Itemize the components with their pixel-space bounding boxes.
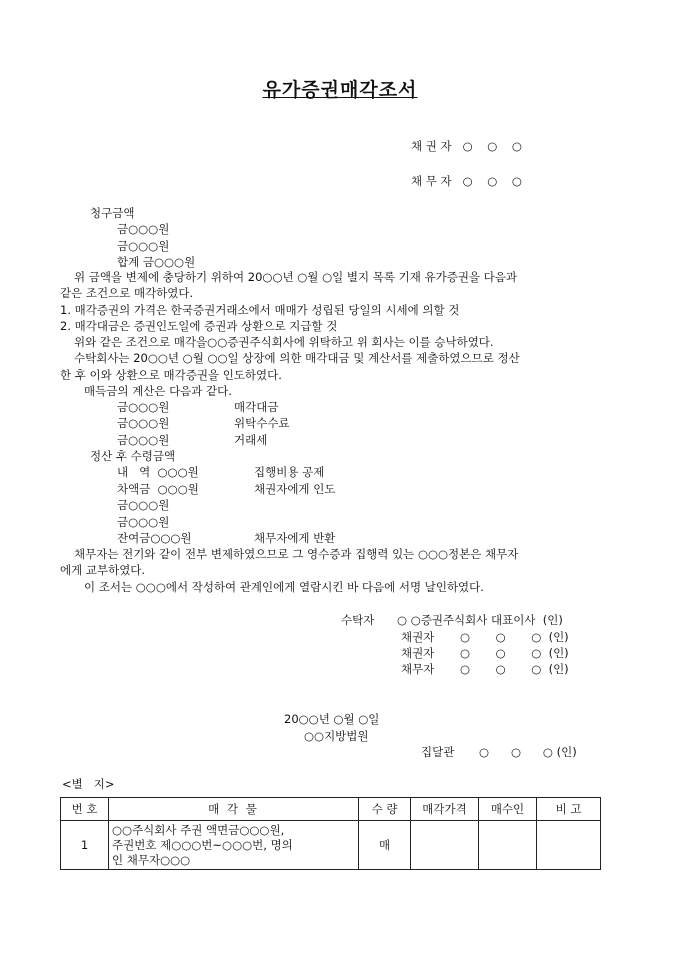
calc-amount-3: 금○○○원 [117, 433, 170, 447]
annex-table [60, 797, 601, 870]
trustee-label: 수탁자 [341, 613, 375, 627]
annex-label: <별 지> [62, 777, 115, 791]
header-buyer: 매수인 [479, 798, 537, 821]
header-note: 비 고 [537, 798, 601, 821]
signer-name-3: ○ ○ ○ (인) [460, 662, 569, 676]
claim-total: 합계 금○○○원 [117, 255, 196, 269]
row-qty: 매 [359, 821, 411, 870]
settle-heading: 정산 후 수령금액 [90, 449, 176, 463]
calc-label-1: 매각대금 [234, 400, 279, 414]
paragraph-1-line-1: 위 금액을 변제에 충당하기 위하여 20○○년 ○월 ○일 별지 목록 기재 유가증권을 다음과 [74, 270, 518, 284]
condition-1: 1. 매각증권의 가격은 한국증권거래소에서 매매가 성립된 당일의 시세에 의할 것 [60, 303, 460, 317]
row-item [109, 821, 359, 870]
calc-amount-1: 금○○○원 [117, 400, 170, 414]
header-price: 매각가격 [411, 798, 479, 821]
settle-label-2: 채권자에게 인도 [254, 482, 336, 496]
paragraph-1-line-2: 같은 조건으로 매각하였다. [60, 286, 194, 300]
claim-line-2: 금○○○원 [117, 239, 170, 253]
header-qty: 수 량 [359, 798, 411, 821]
row-item-line-2: 주권번호 제○○○번~○○○번, 명의 [112, 837, 293, 852]
settle-amount-5: 잔여금○○○원 [117, 531, 192, 545]
row-item-line-3: 인 채무자○○○ [112, 852, 191, 867]
calc-heading: 매득금의 계산은 다음과 같다. [84, 384, 232, 398]
document-title: 유가증권매각조서 [262, 79, 418, 101]
settle-label-5: 채무자에게 반환 [254, 531, 336, 545]
signer-label-2: 채권자 [401, 646, 435, 660]
calc-amount-2: 금○○○원 [117, 416, 170, 430]
paragraph-4-line-2: 에게 교부하였다. [60, 563, 146, 577]
calc-label-3: 거래세 [234, 433, 268, 447]
settle-amount-2: 차액금 ○○○원 [117, 482, 199, 496]
officer-signature: ○ ○ ○ (인) [479, 745, 577, 759]
settle-amount-1: 내 역 ○○○원 [117, 465, 199, 479]
signer-label-1: 채권자 [401, 630, 435, 644]
document-date: 20○○년 ○월 ○일 [284, 712, 380, 726]
condition-2: 2. 매각대금은 증권인도일에 증권과 상환으로 지급할 것 [60, 319, 338, 333]
row-price [411, 821, 479, 870]
row-note [537, 821, 601, 870]
settle-label-1: 집행비용 공제 [254, 465, 325, 479]
settle-amount-4: 금○○○원 [117, 515, 170, 529]
signer-name-1: ○ ○ ○ (인) [460, 630, 569, 644]
header-no: 번 호 [61, 798, 109, 821]
calc-label-2: 위탁수수료 [234, 416, 290, 430]
signer-label-3: 채무자 [401, 662, 435, 676]
row-item-line-1: ○○주식회사 주권 액면금○○○원, [112, 822, 285, 837]
court-name: ○○지방법원 [304, 729, 369, 743]
paragraph-5: 이 조서는 ○○○에서 작성하여 관계인에게 열람시킨 바 다음에 서명 날인하였다. [84, 580, 484, 594]
table-row [61, 821, 601, 870]
settle-amount-3: 금○○○원 [117, 498, 170, 512]
officer-label: 집달관 [421, 745, 455, 759]
claim-heading: 청구금액 [90, 206, 135, 220]
debtor-line: 채 무 자 ○ ○ ○ [411, 174, 522, 188]
creditor-line: 채 권 자 ○ ○ ○ [411, 139, 522, 153]
trustee-signature: ○ ○증권주식회사 대표이사 (인) [397, 613, 563, 627]
signer-name-2: ○ ○ ○ (인) [460, 646, 569, 660]
row-no: 1 [61, 821, 109, 870]
paragraph-3-line-2: 한 후 이와 상환으로 매각증권을 인도하였다. [60, 368, 282, 382]
header-item: 매 각 물 [109, 798, 359, 821]
annex-table-header [61, 798, 601, 821]
paragraph-3-line-1: 수탁회사는 20○○년 ○월 ○○일 상장에 의한 매각대금 및 계산서를 제출하였으므로 정산 [74, 351, 520, 365]
row-buyer [479, 821, 537, 870]
claim-line-1: 금○○○원 [117, 222, 170, 236]
paragraph-4-line-1: 채무자는 전기와 같이 전부 변제하였으므로 그 영수증과 집행력 있는 ○○○정본은 채무자 [74, 547, 519, 561]
paragraph-2: 위와 같은 조건으로 매각을○○증권주식회사에 위탁하고 위 회사는 이를 승낙하였다. [74, 335, 494, 349]
